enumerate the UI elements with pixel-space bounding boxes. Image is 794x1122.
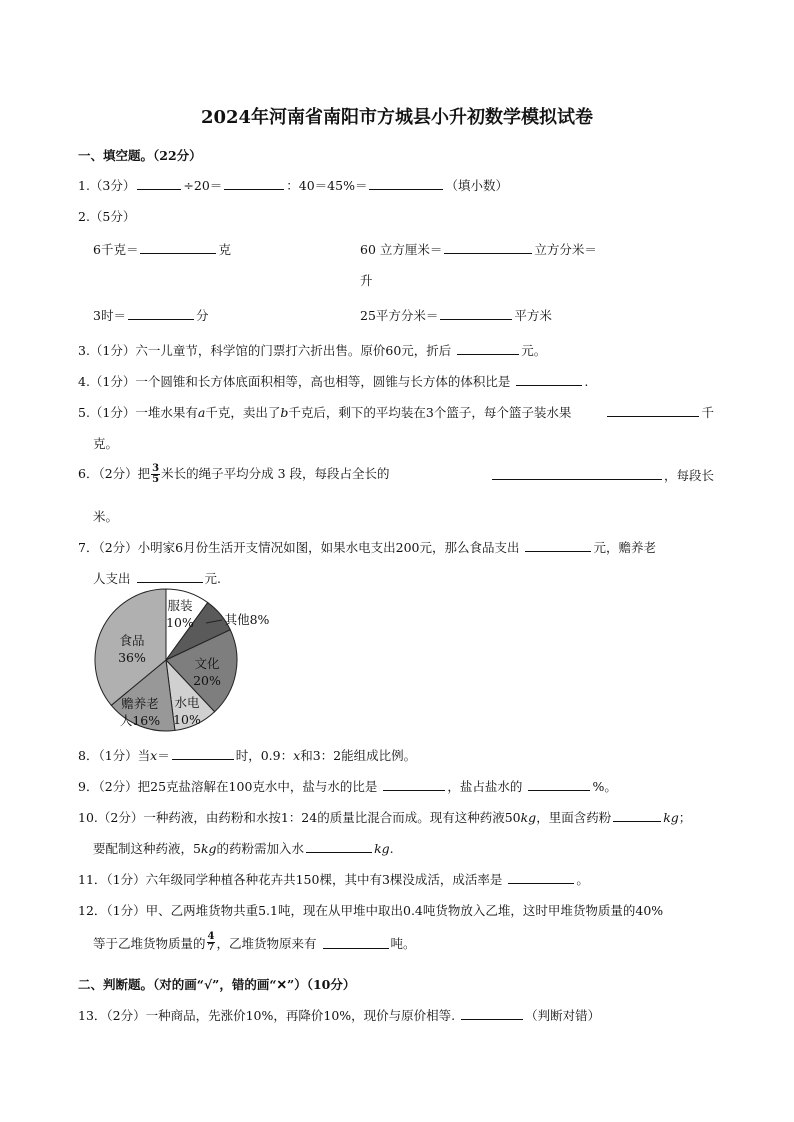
- page-title: 2024年河南省南阳市方城县小升初数学模拟试卷: [200, 107, 594, 128]
- answer-blank[interactable]: [516, 373, 582, 386]
- pie-label: 其他8%: [224, 612, 270, 627]
- fraction-four-sevenths: $\frac{4}{7}$: [207, 931, 215, 953]
- question-5: 5.（1分）一堆水果有a千克，卖出了b千克后，剩下的平均装在3个篮子，每个篮子装水果 千: [78, 405, 714, 420]
- pie-label: 水电: [174, 695, 200, 710]
- expense-pie-chart: [86, 585, 276, 735]
- answer-blank[interactable]: [525, 539, 591, 552]
- q2-item-cm3: 60 立方厘米＝ 立方分米＝: [360, 242, 597, 257]
- pie-percent-label: 36%: [118, 650, 146, 665]
- answer-blank[interactable]: [613, 809, 661, 822]
- answer-blank[interactable]: [461, 1007, 523, 1020]
- answer-blank[interactable]: [492, 467, 662, 480]
- q2-item-kg: 6千克＝ 克: [93, 242, 231, 257]
- pie-label: 赡养老: [121, 696, 159, 711]
- pie-label: 文化: [194, 656, 220, 671]
- answer-blank[interactable]: [508, 871, 574, 884]
- section-heading-fill-in: 一、填空题。（22分）: [78, 148, 202, 163]
- question-11: 11．（1分）六年级同学种植各种花卉共150棵，其中有3棵没成活，成活率是 。: [78, 872, 589, 887]
- answer-blank[interactable]: [306, 840, 372, 853]
- q2-item-liter: 升: [360, 273, 373, 288]
- answer-blank[interactable]: [128, 307, 194, 320]
- answer-blank[interactable]: [224, 177, 284, 190]
- question-2: 2.（5分）: [78, 209, 136, 224]
- answer-blank[interactable]: [323, 936, 389, 949]
- question-7: 7．（2分）小明家6月份生活开支情况如图，如果水电支出200元，那么食品支出 元，赡养老: [78, 540, 656, 555]
- pie-percent-label: 10%: [173, 712, 201, 727]
- fraction-three-fifths: $\frac{3}{5}$: [152, 463, 160, 485]
- question-4: 4.（1分）一个圆锥和长方体底面积相等，高也相等，圆锥与长方体的体积比是 .: [78, 374, 589, 389]
- pie-label: 服装: [167, 598, 193, 613]
- question-12: 12．（1分）甲、乙两堆货物共重5.1吨，现在从甲堆中取出0.4吨货物放入乙堆，这时甲堆货物质量的40%: [78, 903, 664, 918]
- answer-blank[interactable]: [444, 241, 532, 254]
- question-5-cont: 克。: [93, 436, 119, 451]
- answer-blank[interactable]: [369, 177, 443, 190]
- answer-blank[interactable]: [137, 570, 203, 583]
- answer-blank[interactable]: [607, 404, 699, 417]
- answer-blank[interactable]: [440, 307, 512, 320]
- section-heading-true-false: 二、判断题。（对的画“√”，错的画“✕”）（10分）: [78, 977, 356, 992]
- answer-blank[interactable]: [457, 342, 519, 355]
- question-6: 6．（2分）把 $\frac{3}{5}$ 米长的绳子平均分成 3 段，每段占全长的 ，每段长: [78, 463, 714, 485]
- question-10: 10.（2分）一种药液，由药粉和水按1：24的质量比混合而成。现有这种药液50kg，里面含药粉 kg；: [78, 810, 692, 825]
- question-6-cont: 米。: [93, 509, 119, 524]
- answer-blank[interactable]: [172, 747, 234, 760]
- question-7-cont: 人支出 元.: [93, 571, 221, 586]
- question-8: 8．（1分）当x＝ 时，0.9：x和3：2能组成比例。: [78, 748, 417, 763]
- q2-item-dm2: 25平方分米＝ 平方米: [360, 308, 552, 323]
- pie-percent-label: 10%: [166, 615, 194, 630]
- pie-percent-label: 人16%: [119, 713, 161, 728]
- pie-percent-label: 20%: [193, 673, 221, 688]
- question-12-cont: 等于乙堆货物质量的 $\frac{4}{7}$ ，乙堆货物原来有 吨。: [93, 931, 416, 953]
- answer-blank[interactable]: [383, 778, 445, 791]
- pie-label: 食品: [119, 633, 145, 648]
- q2-item-hour: 3时＝ 分: [93, 308, 209, 323]
- answer-blank[interactable]: [528, 778, 590, 791]
- question-9: 9．（2分）把25克盐溶解在100克水中，盐与水的比是 ，盐占盐水的 %。: [78, 779, 617, 794]
- answer-blank[interactable]: [140, 241, 216, 254]
- question-1: 1.（3分） ÷20＝ ：40＝45%＝ （填小数）: [78, 178, 508, 193]
- answer-blank[interactable]: [137, 177, 181, 190]
- question-13: 13．（2分）一种商品，先涨价10%，再降价10%，现价与原价相等. （判断对错）: [78, 1008, 601, 1023]
- question-10-cont: 要配制这种药液，5kg的药粉需加入水 kg.: [93, 841, 394, 856]
- question-3: 3.（1分）六一儿童节，科学馆的门票打六折出售。原价60元，折后 元。: [78, 343, 547, 358]
